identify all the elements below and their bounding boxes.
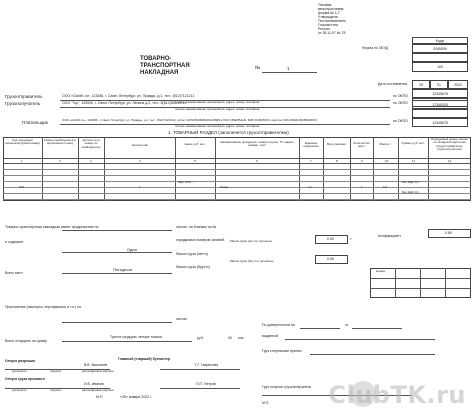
total-words: Триста тридцать четыре тысячи	[110, 335, 163, 339]
cargo-received-label: Груз получил грузополучатель	[262, 385, 312, 389]
approval-line-5: Госкомстата	[318, 23, 338, 27]
total-kop: 00	[228, 336, 232, 340]
waybill-continuation-label: Товарно-транспортная накладная имеет продолжение на	[5, 225, 99, 229]
title-line-2: ТРАНСПОРТНАЯ	[140, 63, 190, 69]
chief-acc-name: Г.Г. Гаврилова	[195, 363, 219, 367]
consignee-okpo-label: по ОКПО	[393, 101, 408, 105]
col-head-8: Вид упаковки	[327, 142, 346, 146]
places-label: Всего мест	[5, 271, 23, 275]
mp-stamp-right: М.П.	[262, 401, 270, 405]
sign-caption-1: подпись	[50, 369, 62, 373]
one-text: Один	[127, 247, 137, 252]
row1-mass: 0.2	[383, 185, 388, 189]
col-num-3: 3	[90, 159, 92, 163]
form-okud-label: Форма по ОКУД	[362, 46, 388, 50]
col-head-4: Количество	[131, 143, 149, 147]
total-rub: руб.	[197, 336, 204, 340]
release-allowed-name: В.В. Васильев	[84, 363, 108, 367]
watermark-text: ClubTK.ru	[328, 381, 466, 409]
payer-okpo-cell: 12345678	[412, 118, 468, 127]
col-num-10: 10	[385, 159, 389, 163]
consignee-caption: полное наименование организации, адрес, номер телефона	[175, 107, 260, 111]
date-label: Дата составления	[378, 82, 408, 86]
codes-empty-1	[412, 53, 468, 62]
consignee-value: ООО "Тор", 125000, г. Санкт-Петербург, ул. Ленина д.2, тел.: 8(812)555-22-11	[62, 101, 187, 105]
payer-value: ООО «ClubtK.ru», 123456, г. Санкт-Петербург, ул. Правды, д.1, тел.: (812)7121212, р/счет 40702810608100123689 в ПАО СБЕРБАНК, БИК 044525974, кор/счет 30101810145250000974	[62, 118, 318, 122]
coeff-label: Коэффициент	[378, 234, 401, 238]
unit-label: Т	[350, 237, 352, 241]
decode-caption-1: расшифровка подписи	[82, 369, 114, 373]
pos-caption-1: должность	[12, 369, 27, 373]
release-done-label: Отпуск груза произвел	[5, 377, 45, 381]
table-row	[3, 193, 471, 200]
date-day-cell: 25	[412, 80, 430, 89]
power-label: По доверенности №	[262, 323, 295, 327]
number-value: 1	[287, 66, 290, 71]
approval-line-3: Утверждена	[318, 15, 338, 19]
fifty-text: Пятьдесят	[113, 267, 133, 272]
release-done-name: И.В. Иванов	[84, 382, 104, 386]
total-label: Всего отпущено на сумму	[5, 339, 47, 343]
chief-acc-label: Главный (старший) бухгалтер	[118, 357, 171, 361]
mass-net-value: 0.90	[327, 237, 334, 241]
col-head-7: Единица измерения	[303, 141, 319, 149]
codes-empty-3	[412, 109, 468, 118]
codes-header: Коды	[412, 37, 468, 44]
payer-okpo-label: по ОКПО	[393, 119, 408, 123]
cargo-accepted-label: Груз к перевозке принял	[262, 349, 302, 353]
row1-unit: шт	[308, 185, 312, 189]
col-head-3: Артикул или номер по прейскуранту	[81, 138, 101, 149]
col-num-6: 6	[256, 159, 258, 163]
shipper-label: Грузоотправитель	[5, 94, 43, 99]
attachment-label: Приложение (паспорта, сертификаты и т.п.) на	[5, 305, 81, 309]
col-head-6: Наименование продукции, товара (груза), ТУ, марка, размер, сорт	[220, 140, 294, 148]
col-head-1: Код продукции (номенклатурный номер)	[5, 138, 40, 146]
col-head-12: Порядковый номер записи по складской картотеке (грузоотправителю, грузополучателю)	[430, 137, 469, 152]
row2-sum: Без НДС 10 ...	[402, 190, 422, 194]
attachment-sheets: листах	[176, 317, 188, 321]
payer-label: Плательщик	[22, 120, 48, 125]
mass-note-2: Масса груза (брутто) прописью	[230, 259, 274, 263]
col-num-4: 4	[139, 159, 141, 163]
coeff-value: 0.80	[445, 231, 452, 235]
title-line-3: НАКЛАДНАЯ	[140, 70, 179, 76]
shipper-okpo-label: по ОКПО	[393, 94, 408, 98]
pos-caption-2: должность	[12, 388, 27, 392]
doc-number-code: 100	[412, 62, 468, 72]
row1-code: 100	[19, 185, 25, 189]
number-underline	[262, 72, 317, 73]
from-label: от	[345, 323, 349, 327]
row1-places: 1	[361, 185, 363, 189]
mass-gross-value: 0.96	[327, 257, 334, 261]
col-num-9: 9	[361, 159, 363, 163]
col-num-12: 12	[448, 159, 452, 163]
col-num-11: 11	[412, 159, 416, 163]
row1-name: Товар	[220, 185, 229, 189]
row1-sum: Без НДС 10 ...	[402, 180, 422, 184]
mass-note-1: Масса груза (нетто) прописью	[230, 239, 272, 243]
approval-line-2: форма № 1-Т	[318, 11, 341, 15]
date-left: «25» января 2022 г.	[120, 395, 152, 399]
consignee-okpo-cell: 17340325	[412, 100, 468, 109]
col-head-9: Количество мест	[353, 141, 370, 149]
approval-line-1: межотраслевая	[318, 7, 344, 11]
kop-label: коп.	[238, 336, 245, 340]
sheets-label: листах, на бланках за №	[176, 225, 217, 229]
sign-caption-2: подпись	[50, 388, 62, 392]
col-num-1: 1	[21, 159, 23, 163]
serial-label: порядковых номеров записей	[176, 238, 225, 242]
num-label: Номер	[376, 269, 386, 273]
release-allowed-label: Отпуск разрешил	[5, 359, 36, 363]
date-year-cell: 2022	[448, 80, 468, 89]
approval-line-7: от 28.11.97 № 78	[318, 31, 346, 35]
col-head-11: Сумма, руб. коп.	[401, 141, 425, 145]
row1-qty: 1	[139, 185, 141, 189]
payer-caption: полное наименование организации, адрес, номер телефона	[175, 124, 260, 128]
form-okud-value: 0345009	[412, 44, 468, 53]
mass-gross-label: Масса груза (брутто)	[176, 265, 210, 269]
shipper-value: ООО «ClubtK.ru», 123456, г. Санкт-Петербург, ул. Правды, д.1, тел.: (812)7121212	[62, 94, 195, 98]
col-head-10: Масса, т	[379, 142, 392, 146]
col-head-2: Номер прейскуранта и дополнения к нему	[44, 138, 76, 146]
col-num-7: 7	[310, 159, 312, 163]
contains-label: и содержит	[5, 240, 24, 244]
col-num-2: 2	[59, 159, 61, 163]
shipper-caption: полное наименование организации, адрес, номер телефона	[175, 100, 260, 104]
approval-line-4: Постановлением	[318, 19, 346, 23]
col-num-8: 8	[336, 159, 338, 163]
col-head-5: Цена, руб. коп.	[184, 142, 206, 146]
release-done-name-2: П.П. Петров	[196, 382, 216, 386]
mass-label: Масса груза (нетто)	[176, 252, 208, 256]
title-line-1: ТОВАРНО-	[140, 56, 172, 62]
date-month-cell: 01	[430, 80, 448, 89]
approval-line-0: Типовая	[318, 3, 332, 7]
mp-stamp: М.П.	[96, 395, 104, 399]
number-label: №	[255, 65, 261, 71]
approval-line-6: России	[318, 27, 330, 31]
consignee-label: Грузополучатель	[5, 101, 41, 106]
shipper-okpo-cell: 12345678	[412, 89, 468, 98]
decode-caption-2: расшифровка подписи	[82, 388, 114, 392]
row1-price-note: НДС 20% ...	[178, 180, 195, 184]
col-num-5: 5	[194, 159, 196, 163]
issued-label: выданной	[262, 334, 279, 338]
section1-title: 1. ТОВАРНЫЙ РАЗДЕЛ (заполняется грузоотправителем)	[168, 130, 289, 135]
